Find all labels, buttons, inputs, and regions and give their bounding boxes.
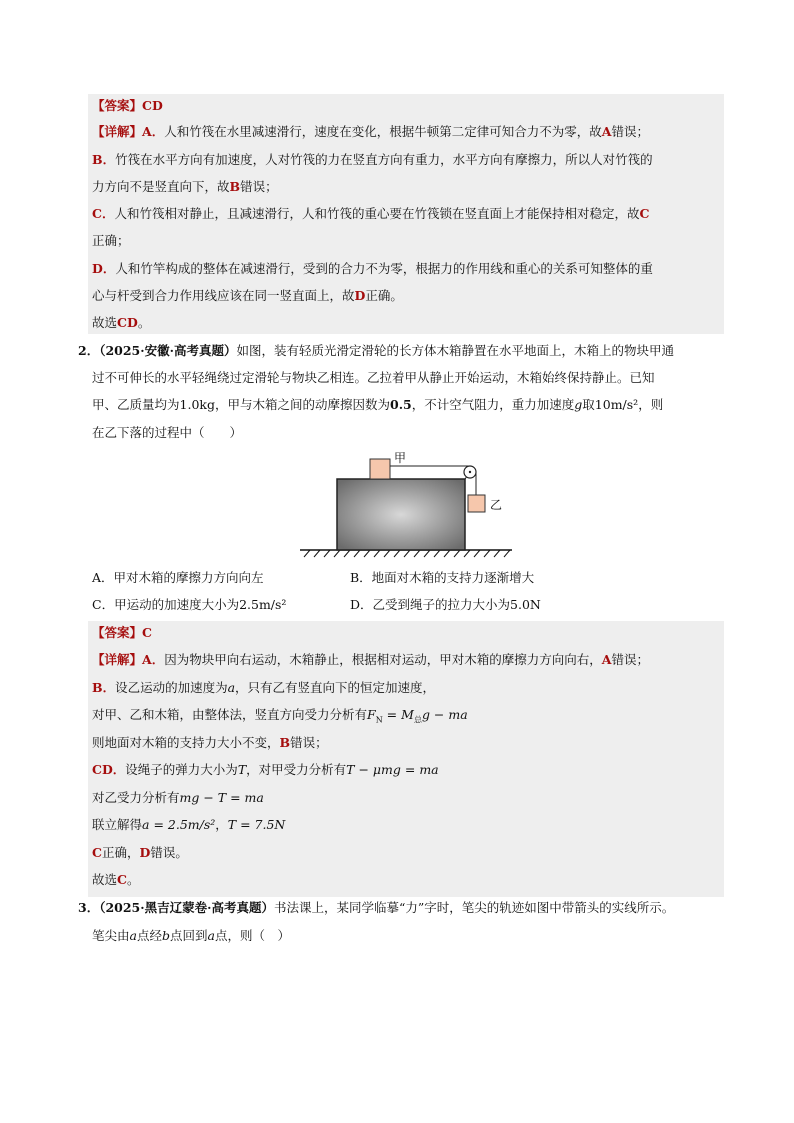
box-pulley-figure [300, 448, 520, 560]
wooden-box [337, 479, 465, 550]
explain-2-line-8: C正确，D错误。 [92, 845, 188, 860]
question-2-line-3: 甲、乙质量均为1.0kg，甲与木箱之间的动摩擦因数为0.5，不计空气阻力，重力加速度g取10m/s²，则 [92, 397, 664, 412]
explain-1-line-2: B．竹筏在水平方向有加速度，人对竹筏的力在竖直方向有重力，水平方向有摩擦力，所以人对竹筏的 [92, 152, 653, 167]
explain-1-line-5: 正确； [92, 233, 130, 248]
label-jia: 甲 [394, 451, 407, 465]
option-a: A．甲对木箱的摩擦力方向向左 [92, 570, 264, 585]
explain-1-line-3: 力方向不是竖直向下，故B错误； [92, 179, 278, 194]
answer-line-1: 【答案】CD [92, 98, 163, 113]
option-b: B．地面对木箱的支持力逐渐增大 [350, 570, 535, 585]
explain-1-line-4: C．人和竹筏相对静止，且减速滑行，人和竹筏的重心要在竹筏锁在竖直面上才能保持相对稳定，故C [92, 206, 650, 221]
explain-1-line-7: 心与杆受到合力作用线应该在同一竖直面上，故D正确。 [92, 288, 403, 303]
pulley-axle [469, 471, 471, 473]
question-2-line-2: 过不可伸长的水平轻绳绕过定滑轮与物块乙相连。乙拉着甲从静止开始运动，木箱始终保持静止。已知 [92, 370, 655, 385]
explain-2-line-4: 则地面对木箱的支持力大小不变，B错误； [92, 735, 328, 750]
ground-hatch [300, 550, 512, 557]
explain-2-line-2: B．设乙运动的加速度为a，只有乙有竖直向下的恒定加速度， [92, 680, 436, 695]
option-d: D．乙受到绳子的拉力大小为5.0N [350, 597, 541, 612]
question-2-line-1: 2．（2025·安徽·高考真题）如图，装有轻质光滑定滑轮的长方体木箱静置在水平地面上，木箱上的物块甲通 [78, 343, 674, 358]
label-yi: 乙 [490, 498, 503, 512]
block-yi [468, 495, 485, 512]
explain-2-line-6: 对乙受力分析有mg − T = ma [92, 790, 264, 805]
explain-2-line-9: 故选C。 [92, 872, 140, 887]
option-c: C．甲运动的加速度大小为2.5m/s² [92, 597, 287, 612]
explain-2-line-5: CD．设绳子的弹力大小为T，对甲受力分析有T − μmg = ma [92, 762, 439, 777]
explain-1-line-8: 故选CD。 [92, 315, 151, 330]
question-2-line-4: 在乙下落的过程中（ ） [92, 425, 243, 440]
question-3-line-2: 笔尖由a点经b点回到a点，则（ ） [92, 928, 290, 943]
answer-line-2: 【答案】C [92, 625, 152, 640]
block-jia [370, 459, 390, 479]
explain-2-line-1: 【详解】A．因为物块甲向右运动，木箱静止，根据相对运动，甲对木箱的摩擦力方向向右，A错误； [92, 652, 649, 667]
explain-1-line-1: 【详解】A．人和竹筏在水里减速滑行，速度在变化，根据牛顿第二定律可知合力不为零，故A错误； [92, 124, 649, 139]
question-3-line-1: 3．（2025·黑吉辽蒙卷·高考真题）书法课上，某同学临摹“力”字时，笔尖的轨迹如图中带箭头的实线所示。 [78, 900, 675, 915]
explain-1-line-6: D．人和竹竿构成的整体在减速滑行，受到的合力不为零，根据力的作用线和重心的关系可知整体的重 [92, 261, 653, 276]
explain-2-line-3: 对甲、乙和木箱，由整体法，竖直方向受力分析有$F_N = M_总g$ − ma [92, 707, 468, 725]
explain-2-line-7: 联立解得a = 2.5m/s²，T = 7.5N [92, 817, 286, 832]
